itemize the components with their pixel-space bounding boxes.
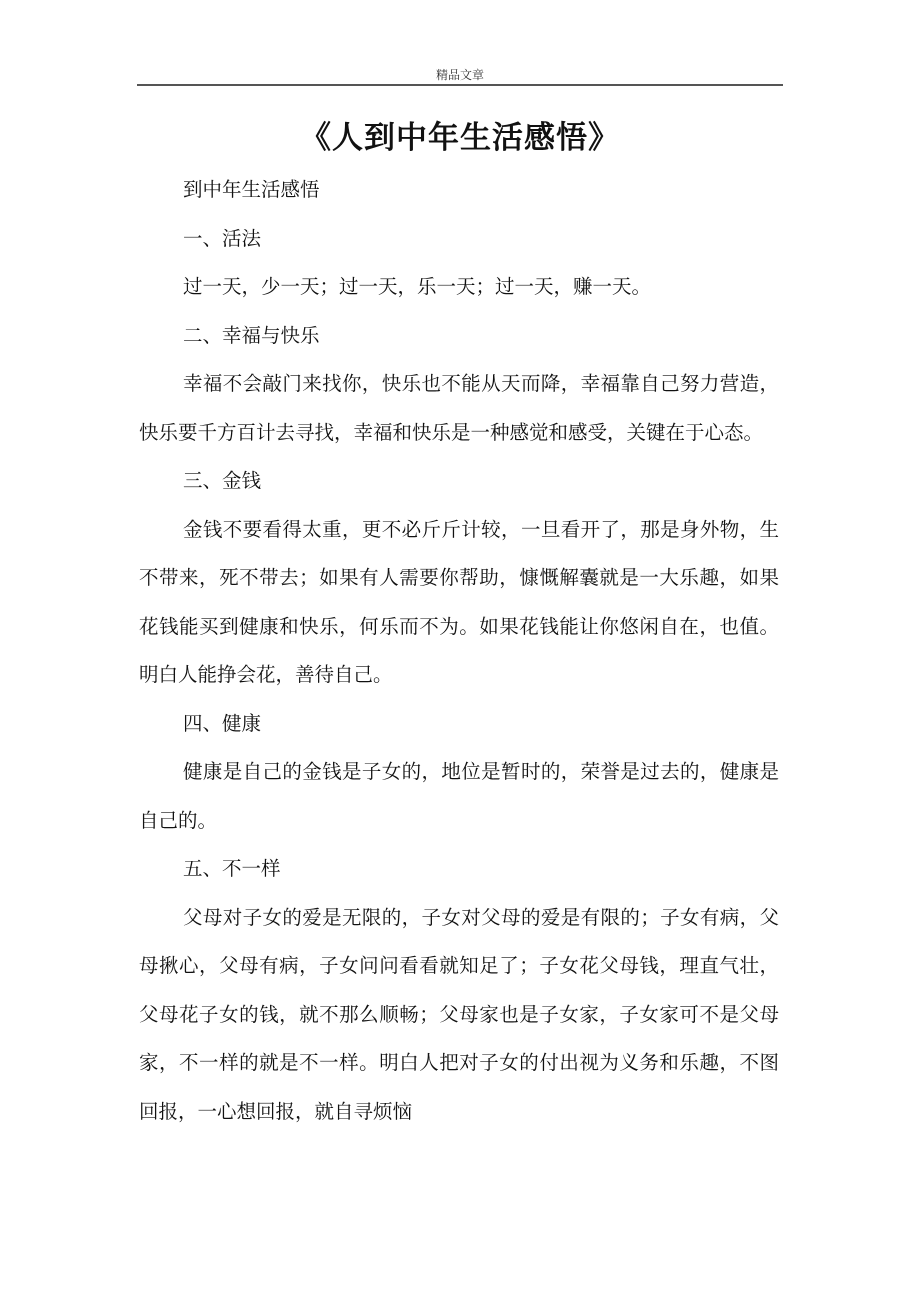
section-heading-3: 三、金钱 (183, 469, 262, 492)
subtitle: 到中年生活感悟 (183, 178, 320, 201)
document-title: 《人到中年生活感悟》 (300, 120, 620, 156)
section-4-text: 健康是自己的金钱是子女的，地位是暂时的，荣誉是过去的，健康是自己的。 (139, 760, 779, 832)
section-heading-5: 五、不一样 (183, 857, 281, 880)
section-1-text: 过一天，少一天；过一天，乐一天；过一天，赚一天。 (183, 275, 652, 298)
section-heading-1: 一、活法 (183, 226, 262, 250)
section-2-text: 幸福不会敲门来找你，快乐也不能从天而降，幸福靠自己努力营造，快乐要千方百计去寻找，幸福和快乐是一种感觉和感受，关键在于心态。 (139, 372, 779, 444)
section-heading-2: 二、幸福与快乐 (183, 323, 320, 347)
header-divider (137, 84, 783, 86)
section-heading-4: 四、健康 (183, 711, 262, 735)
header-label: 精品文章 (435, 68, 484, 82)
document-body (139, 166, 779, 1136)
section-5-text: 父母对子女的爱是无限的，子女对父母的爱是有限的；子女有病，父母揪心，父母有病，子女问问看看就知足了；子女花父母钱，理直气壮，父母花子女的钱，就不那么顺畅；父母家也是子女家，子女家可不是父母家，不一样的就是不一样。明白人把对子女的付出视为义务和乐趣，不图回报，一心想回报，就自寻烦恼 (139, 905, 779, 1123)
section-3-text: 金钱不要看得太重，更不必斤斤计较，一旦看开了，那是身外物，生不带来，死不带去；如果有人需要你帮助，慷慨解囊就是一大乐趣，如果花钱能买到健康和快乐，何乐而不为。如果花钱能让你悠闲自在，也值。明白人能挣会花，善待自己。 (139, 517, 779, 686)
